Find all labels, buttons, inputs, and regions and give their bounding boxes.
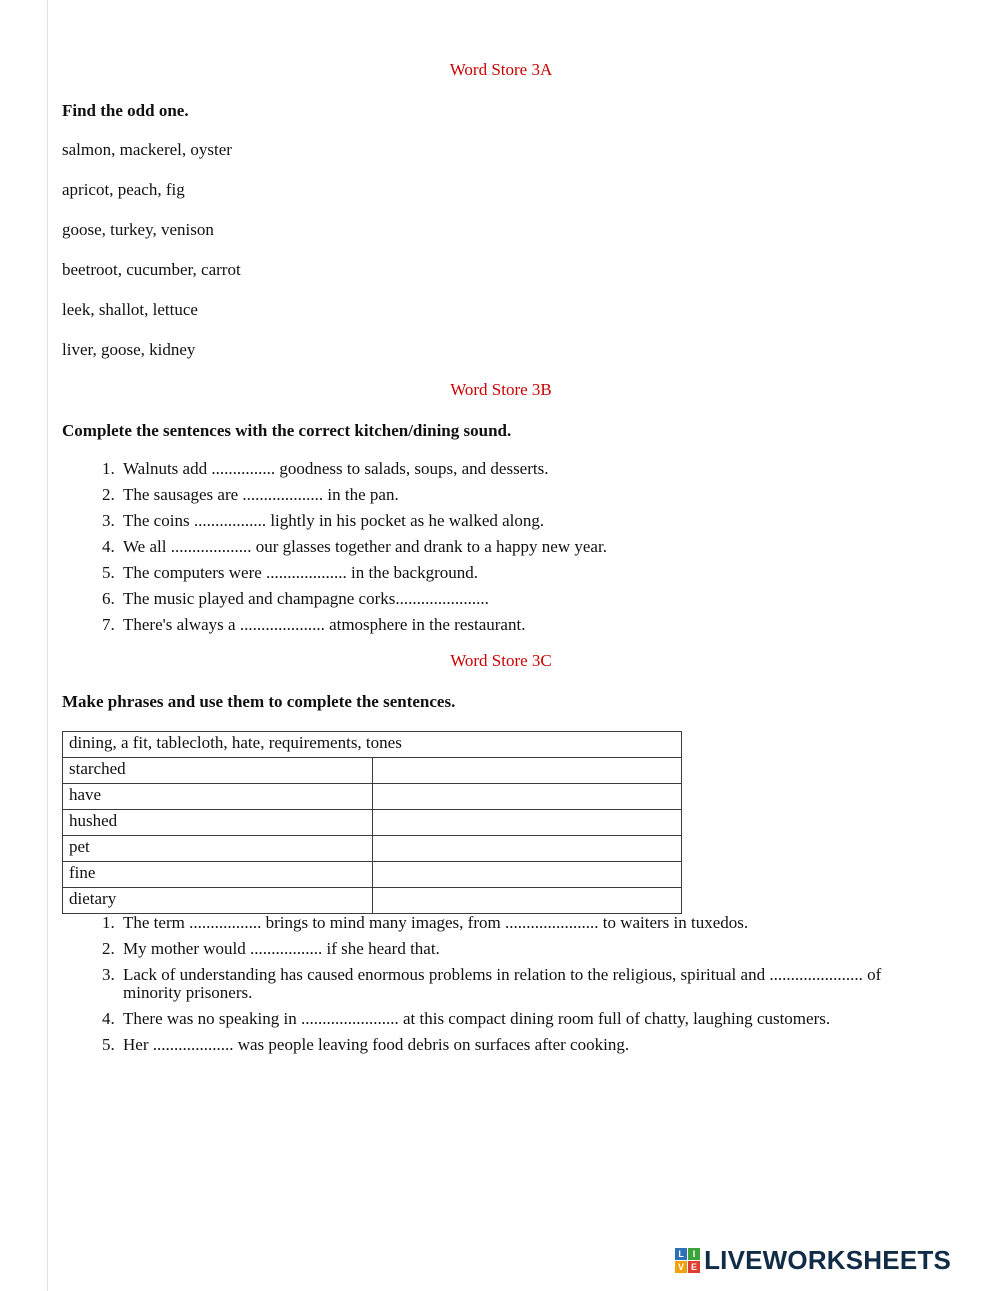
instruction-3a: Find the odd one. xyxy=(62,101,189,120)
section-title-3a: Word Store 3A xyxy=(449,60,553,79)
instruction-3c: Make phrases and use them to complete the sentences. xyxy=(62,692,456,711)
phrase-sentence-item: 1. The term ................. brings to mind many images, from ...................... to waiters in tuxedos. xyxy=(119,914,940,932)
odd-one-list xyxy=(62,140,940,359)
phrase-label: hushed xyxy=(63,810,373,836)
odd-one-item: apricot, peach, fig xyxy=(62,180,185,199)
odd-one-item: salmon, mackerel, oyster xyxy=(62,140,232,159)
phrase-label: pet xyxy=(63,836,373,862)
table-row xyxy=(63,888,682,914)
sound-sentence-item: 2. The sausages are ................... in the pan. xyxy=(119,486,940,504)
phrase-label: starched xyxy=(63,758,373,784)
logo-letter: V xyxy=(675,1261,687,1273)
phrase-label: have xyxy=(63,784,373,810)
table-row xyxy=(63,862,682,888)
instruction-3b: Complete the sentences with the correct kitchen/dining sound. xyxy=(62,421,512,440)
section-title-3c: Word Store 3C xyxy=(450,651,552,670)
phrase-sentence-item: 2. My mother would ................. if she heard that. xyxy=(119,940,940,958)
table-row xyxy=(63,758,682,784)
sound-sentence-item: 6. The music played and champagne corks...................... xyxy=(119,590,940,608)
sound-sentence-item: 1. Walnuts add ............... goodness to salads, soups, and desserts. xyxy=(119,460,940,478)
logo-letter: L xyxy=(675,1248,687,1260)
liveworksheets-logo-icon xyxy=(675,1248,700,1273)
sound-sentence-item: 3. The coins ................. lightly in his pocket as he walked along. xyxy=(119,512,940,530)
logo-letter: I xyxy=(688,1248,700,1260)
answer-cell[interactable] xyxy=(373,758,682,784)
brand-name: LIVEWORKSHEETS xyxy=(704,1245,951,1275)
answer-cell[interactable] xyxy=(373,862,682,888)
section-title-3b: Word Store 3B xyxy=(450,380,552,399)
odd-one-item: beetroot, cucumber, carrot xyxy=(62,260,241,279)
phrase-sentence-item: 5. Her ................... was people leaving food debris on surfaces after cooking. xyxy=(119,1036,940,1054)
phrase-table xyxy=(62,731,682,914)
odd-one-item: liver, goose, kidney xyxy=(62,340,196,359)
answer-cell[interactable] xyxy=(373,836,682,862)
sound-sentence-item: 7. There's always a .................... atmosphere in the restaurant. xyxy=(119,616,940,634)
phrase-label: dietary xyxy=(63,888,373,914)
table-row xyxy=(63,784,682,810)
table-row xyxy=(63,732,682,758)
word-bank-cell: dining, a fit, tablecloth, hate, requirements, tones xyxy=(63,732,682,758)
answer-cell[interactable] xyxy=(373,888,682,914)
odd-one-item: leek, shallot, lettuce xyxy=(62,300,198,319)
answer-cell[interactable] xyxy=(373,784,682,810)
sound-sentence-item: 4. We all ................... our glasses together and drank to a happy new year. xyxy=(119,538,940,556)
phrase-sentence-item: 3. Lack of understanding has caused enormous problems in relation to the religious, spiritual and ...................... of minority prisoners. xyxy=(119,966,940,1002)
phrase-sentence-item: 4. There was no speaking in ....................... at this compact dining room full of chatty, laughing customers. xyxy=(119,1010,940,1028)
table-row xyxy=(63,836,682,862)
sound-sentence-item: 5. The computers were ................... in the background. xyxy=(119,564,940,582)
phrase-sentence-list xyxy=(62,914,940,1054)
answer-cell[interactable] xyxy=(373,810,682,836)
odd-one-item: goose, turkey, venison xyxy=(62,220,214,239)
sound-sentence-list xyxy=(62,460,940,634)
logo-letter: E xyxy=(688,1261,700,1273)
phrase-label: fine xyxy=(63,862,373,888)
footer-brand xyxy=(675,1245,951,1276)
table-row xyxy=(63,810,682,836)
